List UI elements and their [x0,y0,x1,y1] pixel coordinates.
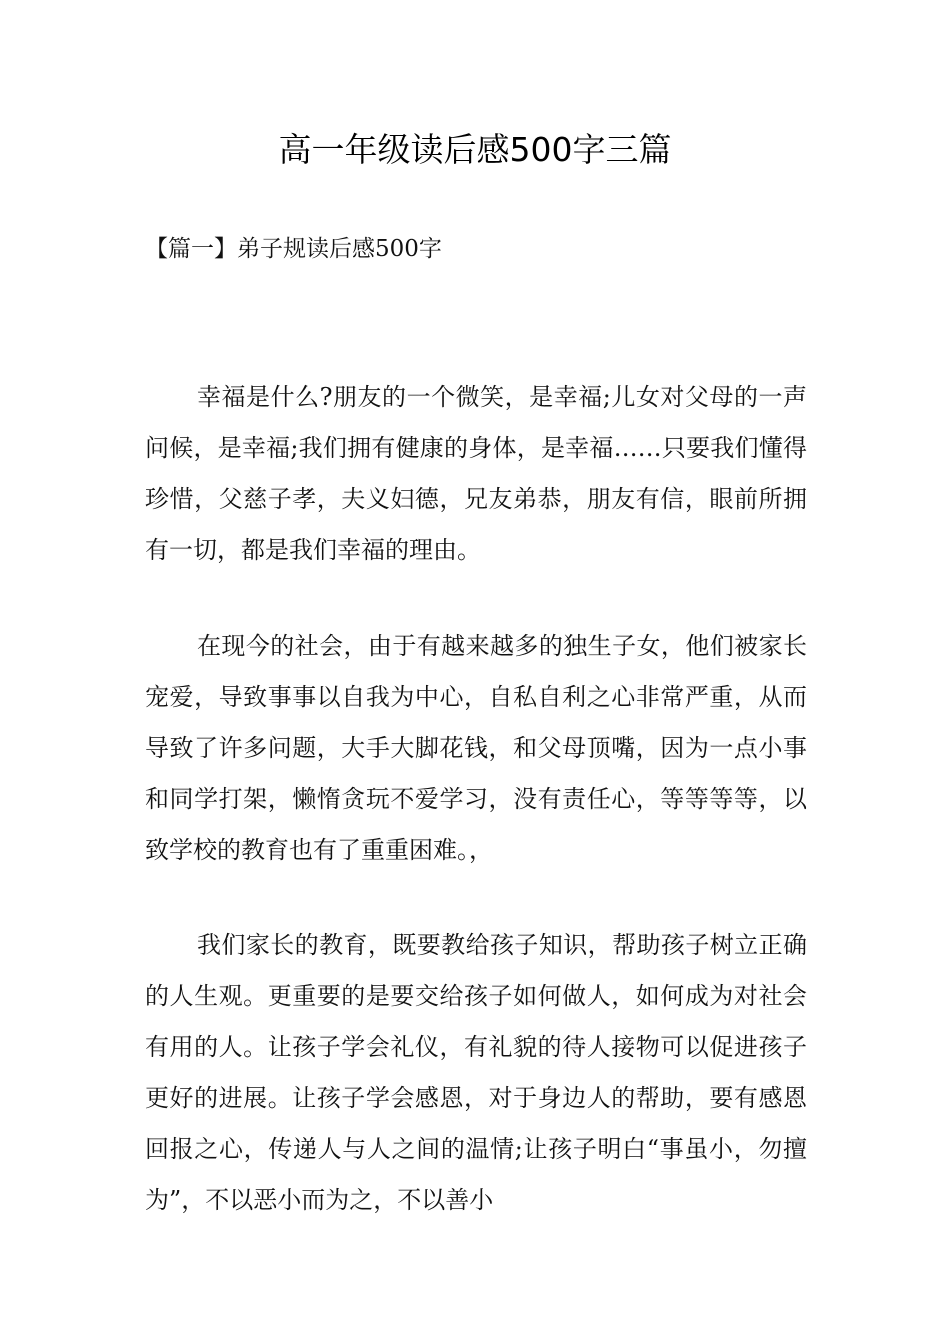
paragraph-2: 在现今的社会，由于有越来越多的独生子女，他们被家长宠爱，导致事事以自我为中心，自私自利之心非常严重，从而导致了许多问题，大手大脚花钱，和父母顶嘴，因为一点小事和同学打架，懒惰贪玩不爱学习，没有责任心，等等等等，以致学校的教育也有了重重困难。， [145,632,807,864]
section-heading: 【篇一】弟子规读后感500字 [145,236,442,262]
document-title: 高一年级读后感500字三篇 [278,130,672,169]
paragraph-1: 幸福是什么?朋友的一个微笑，是幸福;儿女对父母的一声问候，是幸福;我们拥有健康的身体，是幸福……只要我们懂得珍惜，父慈子孝，夫义妇德，兄友弟恭，朋友有信，眼前所拥有一切，都是我们幸福的理由。 [145,383,807,564]
paragraph-3: 我们家长的教育，既要教给孩子知识，帮助孩子树立正确的人生观。更重要的是要交给孩子如何做人，如何成为对社会有用的人。让孩子学会礼仪，有礼貌的待人接物可以促进孩子更好的进展。让孩子学会感恩，对于身边人的帮助，要有感恩回报之心，传递人与人之间的温情;让孩子明白“事虽小，勿擅为”，不以恶小而为之，不以善小 [145,931,807,1214]
